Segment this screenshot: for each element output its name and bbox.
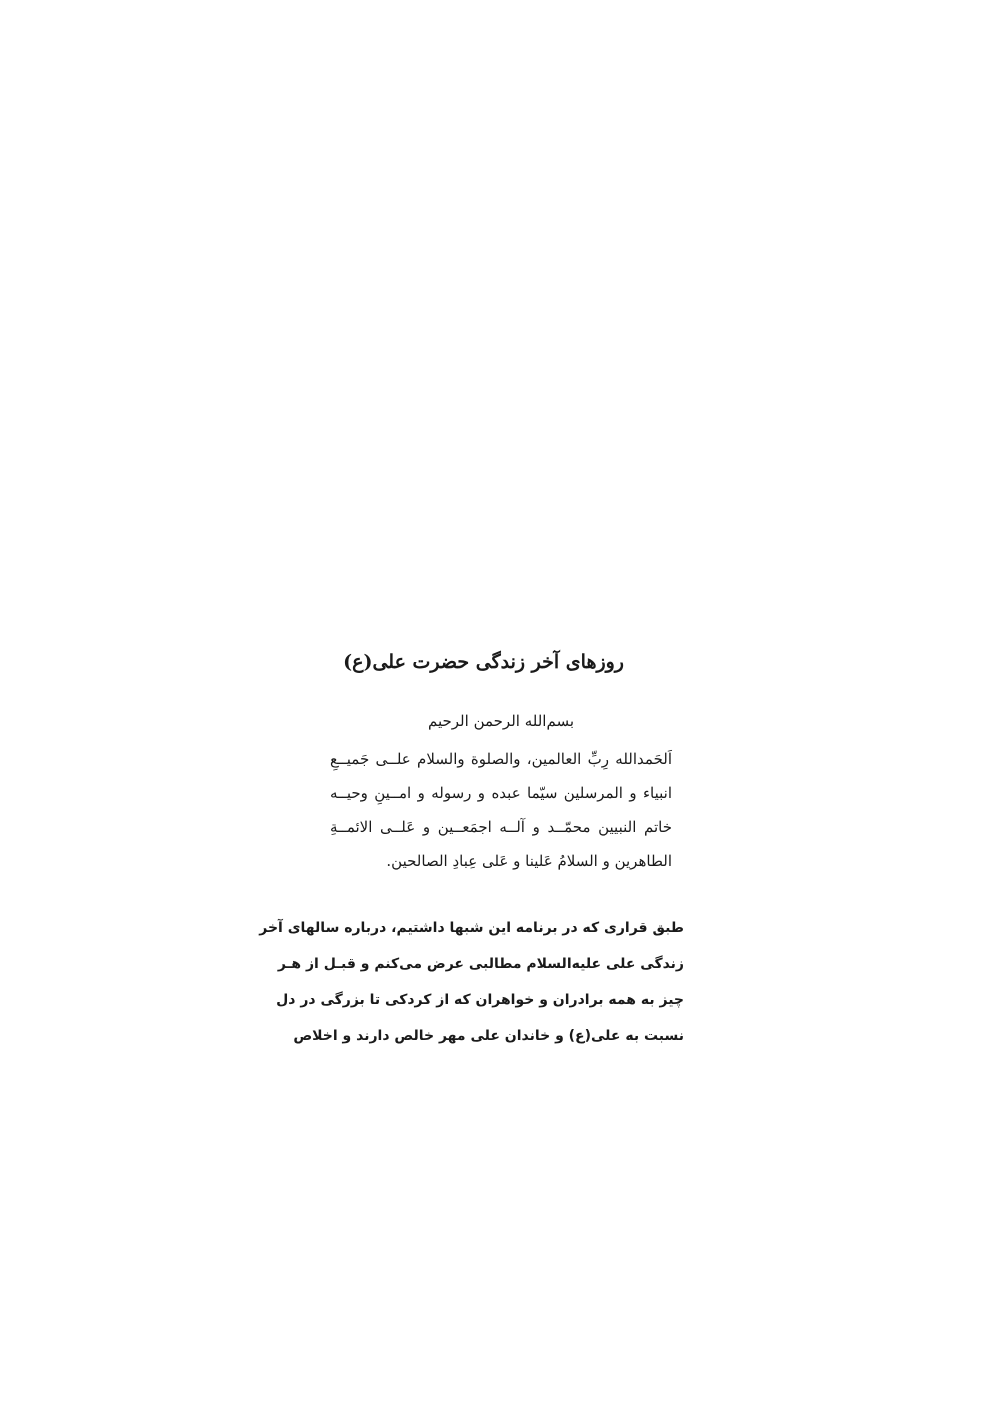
body-paragraph (259, 910, 684, 1054)
intro-line: خاتم النبیین محمّــد و آلــه اجمَعــین و عَلــی الائمــةِ (330, 818, 672, 836)
intro-paragraph (330, 742, 672, 878)
intro-line: انبیاء و المرسلین سیّما عبده و رسوله و امــینِ وحیــه (330, 784, 672, 802)
body-line: طبق قراری که در برنامه این شبها داشتیم، درباره سالهای آخر (259, 920, 684, 936)
intro-line: اَلحَمدالله رِبِّ العالمین، والصلوة والسلام علــی جَمیــعِ (330, 750, 672, 768)
body-line: زندگی علی علیه‌السلام مطالبی عرض می‌کنم و قبـل از هـر (277, 956, 684, 972)
intro-line: الطاهرین و السلامُ عَلینا و عَلی عِبادِ الصالحین. (386, 852, 672, 870)
section-title: روزهای آخر زندگی حضرت علی(ع) (343, 651, 624, 673)
body-line: نسبت به علی(ع) و خاندان علی مهر خالص دارند و اخلاص (293, 1028, 684, 1044)
body-line: چیز به همه برادران و خواهران که از کردکی تا بزرگی در دل (276, 992, 684, 1008)
basmala: بسم‌الله الرحمن الرحیم (428, 712, 574, 730)
